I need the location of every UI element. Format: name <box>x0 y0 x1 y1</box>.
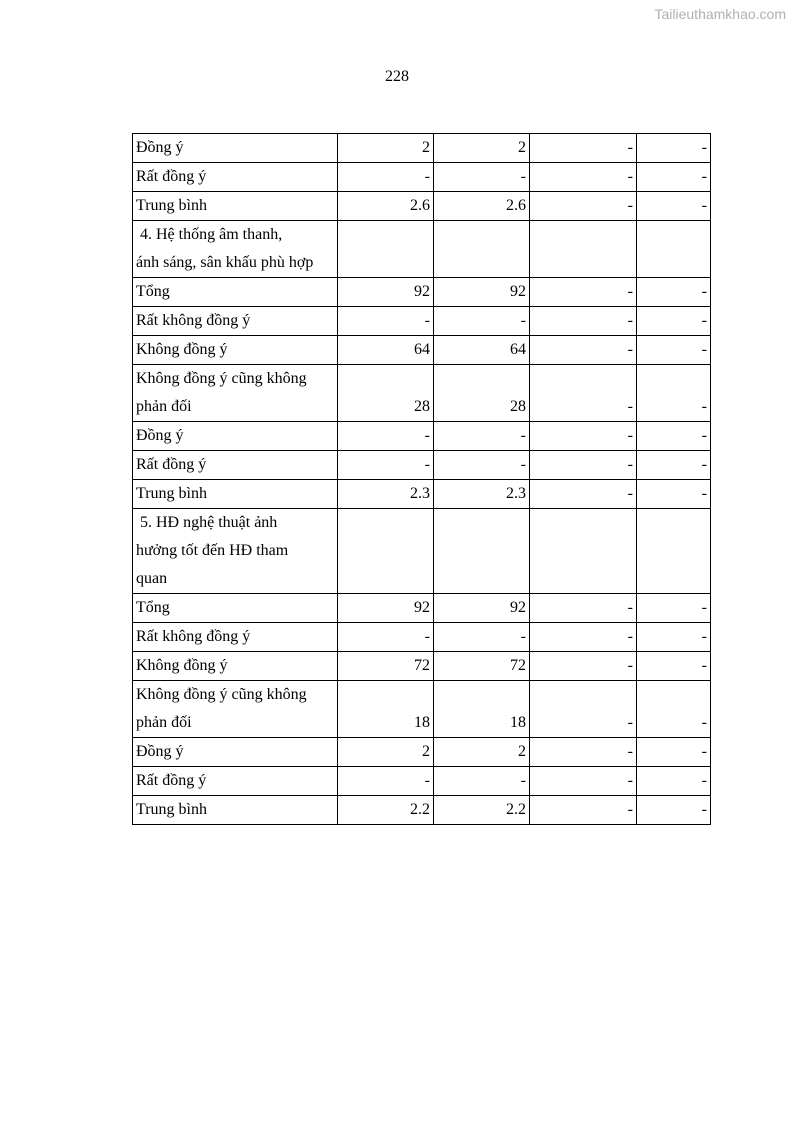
value-cell: - <box>434 307 530 336</box>
table-row <box>133 451 711 480</box>
value-cell: 64 <box>434 336 530 365</box>
value-cell <box>530 221 637 278</box>
value-cell: 2 <box>434 134 530 163</box>
value-cell: 2.2 <box>338 796 434 825</box>
value-cell: 72 <box>338 652 434 681</box>
value-cell: - <box>637 594 711 623</box>
table-row <box>133 767 711 796</box>
label-line: quan <box>136 570 168 587</box>
value-cell <box>530 509 637 594</box>
table-section-header-row <box>133 221 711 278</box>
value-cell: 2.2 <box>434 796 530 825</box>
value-cell: 92 <box>338 594 434 623</box>
table-row <box>133 681 711 738</box>
value-cell: 28 <box>338 365 434 422</box>
value-cell: 2 <box>434 738 530 767</box>
value-cell: 2.6 <box>434 192 530 221</box>
value-cell: 18 <box>434 681 530 738</box>
label-line: Không đồng ý cũng không <box>136 370 307 387</box>
value-cell: - <box>637 767 711 796</box>
row-label-cell: Tổng <box>133 278 338 307</box>
value-cell: 2.6 <box>338 192 434 221</box>
row-label-cell: Đồng ý <box>133 738 338 767</box>
table-row <box>133 594 711 623</box>
table-row <box>133 652 711 681</box>
value-cell: 92 <box>434 278 530 307</box>
value-cell <box>637 509 711 594</box>
value-cell: - <box>530 163 637 192</box>
value-cell: - <box>637 796 711 825</box>
value-cell: - <box>530 681 637 738</box>
value-cell: - <box>530 480 637 509</box>
label-line: Không đồng ý cũng không <box>136 686 307 703</box>
value-cell: - <box>338 422 434 451</box>
value-cell <box>338 509 434 594</box>
value-cell: - <box>434 767 530 796</box>
value-cell: - <box>637 480 711 509</box>
row-label-cell <box>133 365 338 422</box>
row-label-cell: Không đồng ý <box>133 336 338 365</box>
value-cell: - <box>530 738 637 767</box>
value-cell: - <box>530 307 637 336</box>
table-row <box>133 278 711 307</box>
table-row <box>133 623 711 652</box>
table-row <box>133 163 711 192</box>
value-cell: - <box>530 192 637 221</box>
label-line: hưởng tốt đến HĐ tham <box>136 542 289 559</box>
value-cell: - <box>637 134 711 163</box>
label-line: phản đối <box>136 714 192 731</box>
value-cell: - <box>530 652 637 681</box>
value-cell: - <box>637 681 711 738</box>
table-row <box>133 480 711 509</box>
table-row <box>133 422 711 451</box>
value-cell: - <box>434 422 530 451</box>
value-cell: - <box>530 134 637 163</box>
value-cell: - <box>530 623 637 652</box>
value-cell: - <box>530 336 637 365</box>
value-cell: 92 <box>434 594 530 623</box>
table-row <box>133 796 711 825</box>
page-number: 228 <box>385 68 409 85</box>
value-cell: - <box>530 594 637 623</box>
table-row <box>133 738 711 767</box>
survey-table <box>132 133 711 825</box>
value-cell: 92 <box>338 278 434 307</box>
value-cell: - <box>530 278 637 307</box>
value-cell: - <box>434 163 530 192</box>
value-cell: 72 <box>434 652 530 681</box>
row-label-cell: Rất đồng ý <box>133 163 338 192</box>
row-label-cell: Rất không đồng ý <box>133 623 338 652</box>
value-cell: - <box>637 652 711 681</box>
value-cell: - <box>637 192 711 221</box>
value-cell: - <box>637 365 711 422</box>
table-row <box>133 192 711 221</box>
value-cell: 2 <box>338 134 434 163</box>
row-label-cell: Tổng <box>133 594 338 623</box>
label-line: ánh sáng, sân khấu phù hợp <box>136 254 314 271</box>
row-label-cell: Không đồng ý <box>133 652 338 681</box>
value-cell: 18 <box>338 681 434 738</box>
value-cell: - <box>637 738 711 767</box>
value-cell: - <box>637 451 711 480</box>
value-cell: - <box>338 767 434 796</box>
value-cell <box>338 221 434 278</box>
value-cell: - <box>530 365 637 422</box>
row-label-cell: Trung bình <box>133 480 338 509</box>
value-cell: - <box>338 163 434 192</box>
value-cell: - <box>637 336 711 365</box>
value-cell <box>434 221 530 278</box>
value-cell: 28 <box>434 365 530 422</box>
value-cell: - <box>434 623 530 652</box>
value-cell: - <box>338 307 434 336</box>
row-label-cell: Trung bình <box>133 192 338 221</box>
value-cell: - <box>637 307 711 336</box>
value-cell <box>434 509 530 594</box>
table-row <box>133 134 711 163</box>
value-cell: 64 <box>338 336 434 365</box>
value-cell: - <box>530 796 637 825</box>
value-cell <box>637 221 711 278</box>
value-cell: - <box>338 623 434 652</box>
section-title-cell <box>133 221 338 278</box>
value-cell: - <box>637 422 711 451</box>
value-cell: 2.3 <box>434 480 530 509</box>
value-cell: - <box>338 451 434 480</box>
row-label-cell: Rất không đồng ý <box>133 307 338 336</box>
table-row <box>133 307 711 336</box>
value-cell: - <box>434 451 530 480</box>
value-cell: 2 <box>338 738 434 767</box>
value-cell: 2.3 <box>338 480 434 509</box>
row-label-cell: Rất đồng ý <box>133 767 338 796</box>
section-title-cell <box>133 509 338 594</box>
value-cell: - <box>637 163 711 192</box>
table-row <box>133 336 711 365</box>
row-label-cell: Rất đồng ý <box>133 451 338 480</box>
value-cell: - <box>637 278 711 307</box>
table-section-header-row <box>133 509 711 594</box>
value-cell: - <box>530 422 637 451</box>
label-line: 4. Hệ thống âm thanh, <box>140 226 283 243</box>
watermark: Tailieuthamkhao.com <box>654 6 786 22</box>
row-label-cell <box>133 681 338 738</box>
table-row <box>133 365 711 422</box>
row-label-cell: Đồng ý <box>133 134 338 163</box>
label-line: 5. HĐ nghệ thuật ảnh <box>140 514 278 531</box>
row-label-cell: Đồng ý <box>133 422 338 451</box>
value-cell: - <box>530 767 637 796</box>
row-label-cell: Trung bình <box>133 796 338 825</box>
label-line: phản đối <box>136 398 192 415</box>
value-cell: - <box>637 623 711 652</box>
value-cell: - <box>530 451 637 480</box>
